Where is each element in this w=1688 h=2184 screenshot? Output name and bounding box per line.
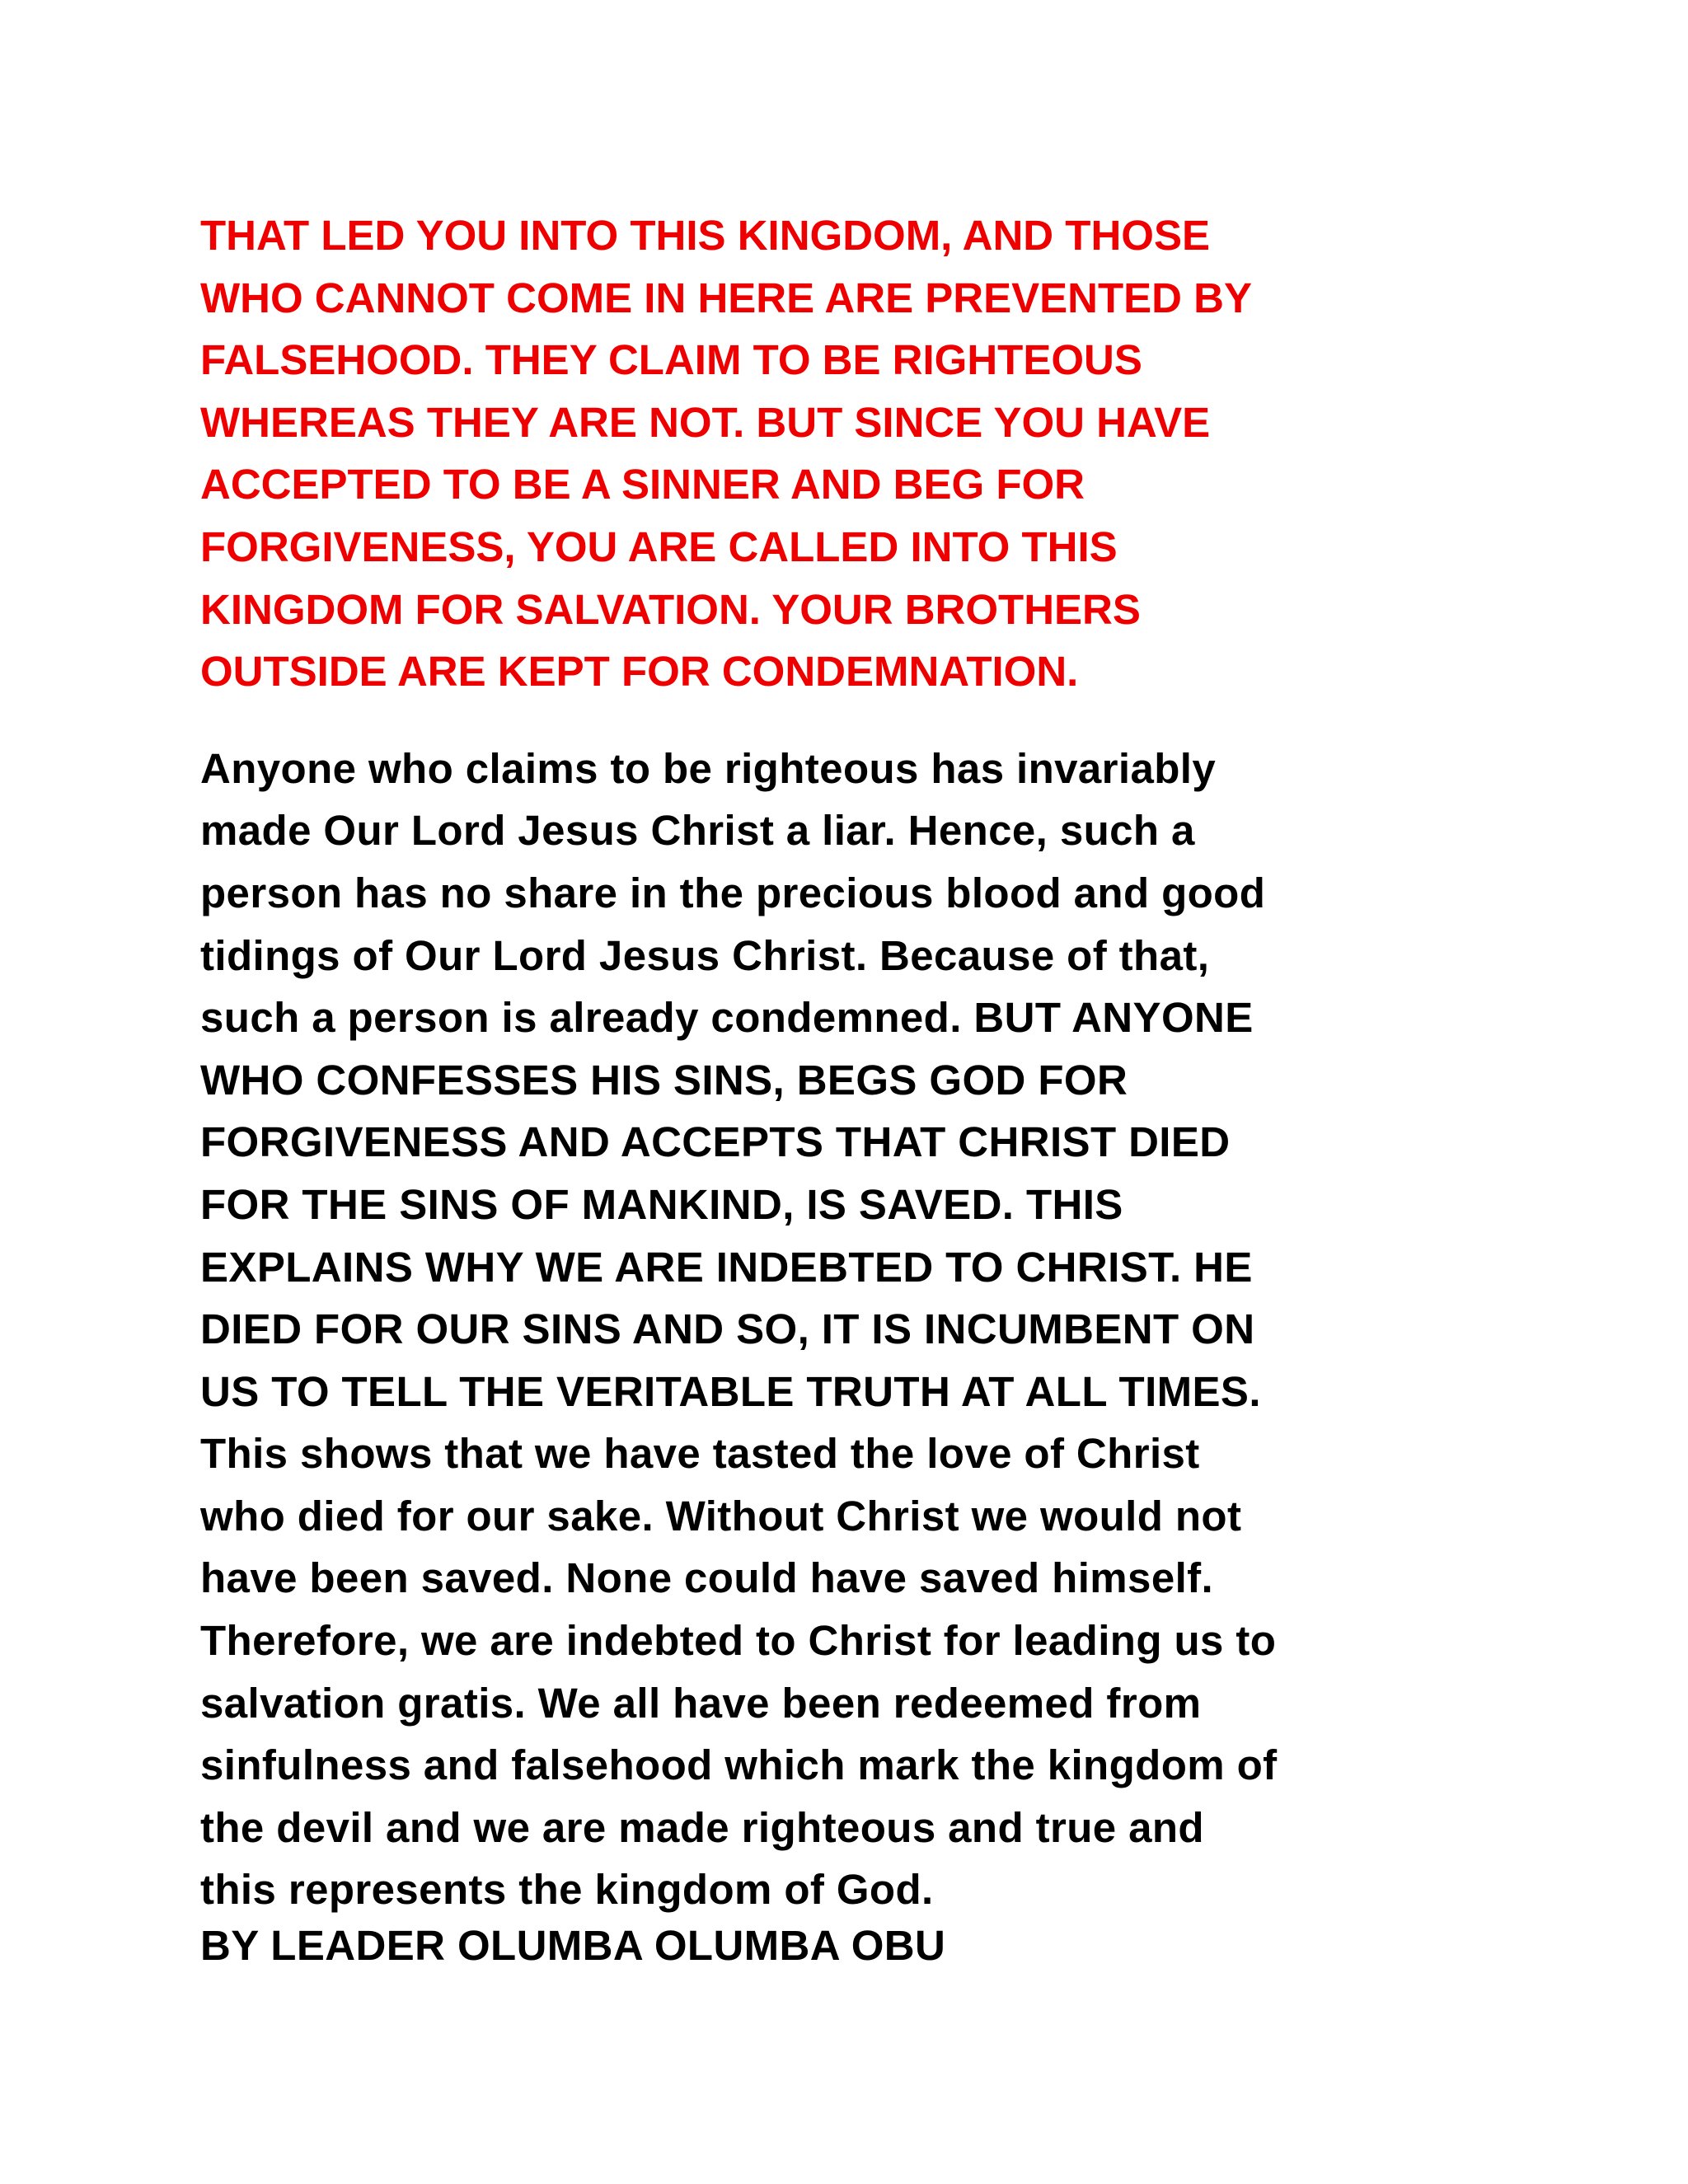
- red-line: THAT LED YOU INTO THIS KINGDOM, AND THOSE: [200, 212, 1210, 259]
- body-line: person has no share in the precious blood and good: [200, 869, 1266, 916]
- body-line: DIED FOR OUR SINS AND SO, IT IS INCUMBENT ON: [200, 1305, 1255, 1353]
- body-line: Therefore, we are indebted to Christ for leading us to: [200, 1617, 1277, 1665]
- body-line: such a person is already condemned. BUT ANYONE: [200, 994, 1254, 1042]
- body-line: FOR THE SINS OF MANKIND, IS SAVED. THIS: [200, 1180, 1123, 1228]
- body-line: who died for our sake. Without Christ we would not: [200, 1492, 1242, 1540]
- body-line: Anyone who claims to be righteous has invariably: [200, 744, 1217, 792]
- body-line: the devil and we are made righteous and true and: [200, 1803, 1204, 1851]
- body-line: US TO TELL THE VERITABLE TRUTH AT ALL TIMES.: [200, 1367, 1261, 1415]
- red-line: FORGIVENESS, YOU ARE CALLED INTO THIS: [200, 523, 1118, 570]
- body-line: EXPLAINS WHY WE ARE INDEBTED TO CHRIST. HE: [200, 1243, 1253, 1291]
- red-line: KINGDOM FOR SALVATION. YOUR BROTHERS: [200, 585, 1141, 633]
- black-paragraph: [200, 738, 1519, 1971]
- body-line: This shows that we have tasted the love of Christ: [200, 1430, 1200, 1478]
- red-line: WHO CANNOT COME IN HERE ARE PREVENTED BY: [200, 274, 1253, 321]
- author-byline: BY LEADER OLUMBA OLUMBA OBU: [200, 1922, 946, 1970]
- body-line: WHO CONFESSES HIS SINS, BEGS GOD FOR: [200, 1056, 1128, 1104]
- body-line: salvation gratis. We all have been redeemed from: [200, 1679, 1202, 1727]
- red-line: WHEREAS THEY ARE NOT. BUT SINCE YOU HAVE: [200, 398, 1211, 446]
- body-line: FORGIVENESS AND ACCEPTS THAT CHRIST DIED: [200, 1118, 1231, 1166]
- red-line: OUTSIDE ARE KEPT FOR CONDEMNATION.: [200, 648, 1079, 696]
- body-line: tidings of Our Lord Jesus Christ. Because of that,: [200, 931, 1210, 979]
- body-line: made Our Lord Jesus Christ a liar. Hence, such a: [200, 807, 1195, 855]
- red-line: ACCEPTED TO BE A SINNER AND BEG FOR: [200, 461, 1085, 509]
- page-content: [200, 204, 1519, 1971]
- body-line: this represents the kingdom of God.: [200, 1866, 934, 1914]
- red-line: FALSEHOOD. THEY CLAIM TO BE RIGHTEOUS: [200, 336, 1142, 384]
- body-line: have been saved. None could have saved himself.: [200, 1554, 1214, 1602]
- body-line: sinfulness and falsehood which mark the kingdom of: [200, 1741, 1278, 1789]
- red-paragraph: [200, 204, 1519, 703]
